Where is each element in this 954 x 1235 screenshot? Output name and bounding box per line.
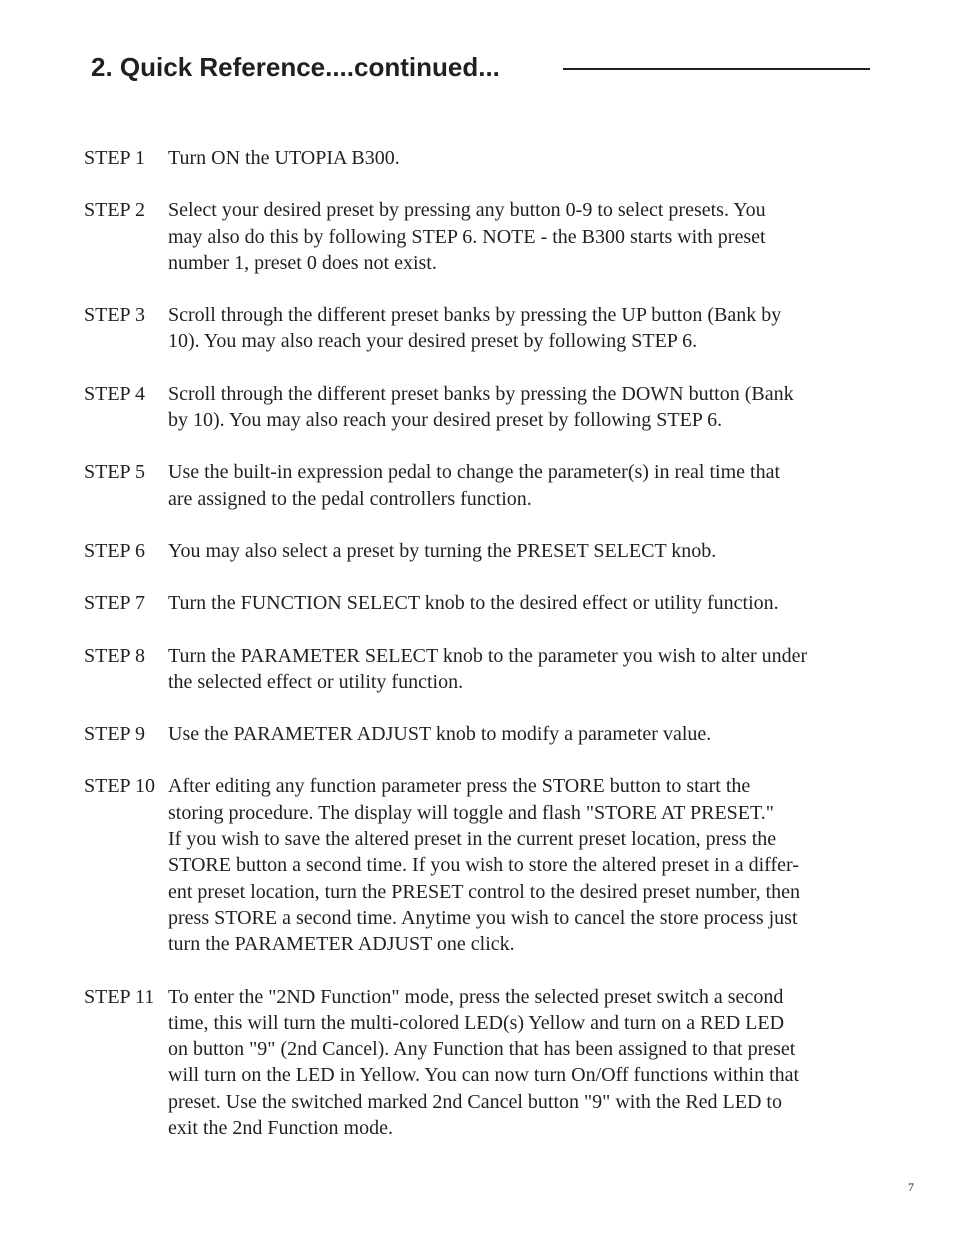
step-item — [84, 773, 874, 957]
step-item — [84, 590, 874, 616]
step-text: You may also select a preset by turning the PRESET SELECT knob. — [168, 539, 717, 562]
step-item — [84, 302, 874, 355]
step-text: Use the PARAMETER ADJUST knob to modify a parameter value. — [168, 723, 712, 746]
step-label: STEP 5 — [84, 461, 145, 484]
step-text: Turn the FUNCTION SELECT knob to the desired effect or utility function. — [168, 592, 779, 615]
step-label: STEP 1 — [84, 147, 145, 169]
step-text: To enter the "2ND Function" mode, press the selected preset switch a second time, this will turn the multi-colored LED(s) Yellow and turn on a RED LED on button "9" (2nd Cancel). Any Function that has been assigned to that preset will turn on the LED in Yellow. You can now turn On/Off functions within that preset. Use the switched marked 2nd Cancel button "9" with the Red LED to exit the 2nd Function mode. — [168, 985, 800, 1140]
step-label: STEP 8 — [84, 644, 145, 667]
step-item — [84, 381, 874, 434]
step-item — [84, 643, 874, 696]
step-text: Turn ON the UTOPIA B300. — [168, 147, 400, 169]
step-text: Select your desired preset by pressing any button 0-9 to select presets. You may also do this by following STEP 6. NOTE - the B300 starts with preset number 1, preset 0 does not exist. — [168, 199, 766, 274]
step-text: Scroll through the different preset banks by pressing the UP button (Bank by 10). You may also reach your desired preset by following STEP 6. — [168, 304, 782, 353]
title-rule — [563, 68, 870, 70]
step-label: STEP 9 — [84, 723, 145, 746]
step-item — [84, 984, 874, 1142]
step-item — [84, 145, 874, 171]
step-label: STEP 10 — [84, 775, 155, 798]
step-item — [84, 538, 874, 564]
step-text: Turn the PARAMETER SELECT knob to the parameter you wish to alter under the selected effect or utility function. — [168, 644, 808, 693]
step-label: STEP 3 — [84, 304, 145, 327]
page-number: 7 — [908, 1180, 914, 1194]
step-text: Use the built-in expression pedal to change the parameter(s) in real time that are assigned to the pedal controllers function. — [168, 461, 781, 510]
page-title: 2. Quick Reference....continued... — [91, 52, 500, 82]
step-label: STEP 11 — [84, 985, 155, 1008]
step-item — [84, 197, 874, 276]
step-label: STEP 7 — [84, 592, 145, 615]
step-item — [84, 459, 874, 512]
step-text: Scroll through the different preset banks by pressing the DOWN button (Bank by 10). You may also reach your desired preset by following STEP 6. — [168, 382, 794, 432]
step-text: After editing any function parameter press the STORE button to start the storing procedure. The display will toggle and flash "STORE AT PRESET." If you wish to save the altered preset in the current preset location, press the STORE button a second time. If you wish to store the altered preset in a differ- ent preset location, turn the PRESET control to the desired preset number, then press STORE a second time. Anytime you wish to cancel the store process just turn the PARAMETER ADJUST one click. — [168, 775, 801, 956]
step-item — [84, 721, 874, 747]
step-label: STEP 2 — [84, 199, 145, 222]
step-label: STEP 4 — [84, 382, 145, 405]
step-label: STEP 6 — [84, 539, 145, 562]
steps-list — [84, 145, 874, 1167]
